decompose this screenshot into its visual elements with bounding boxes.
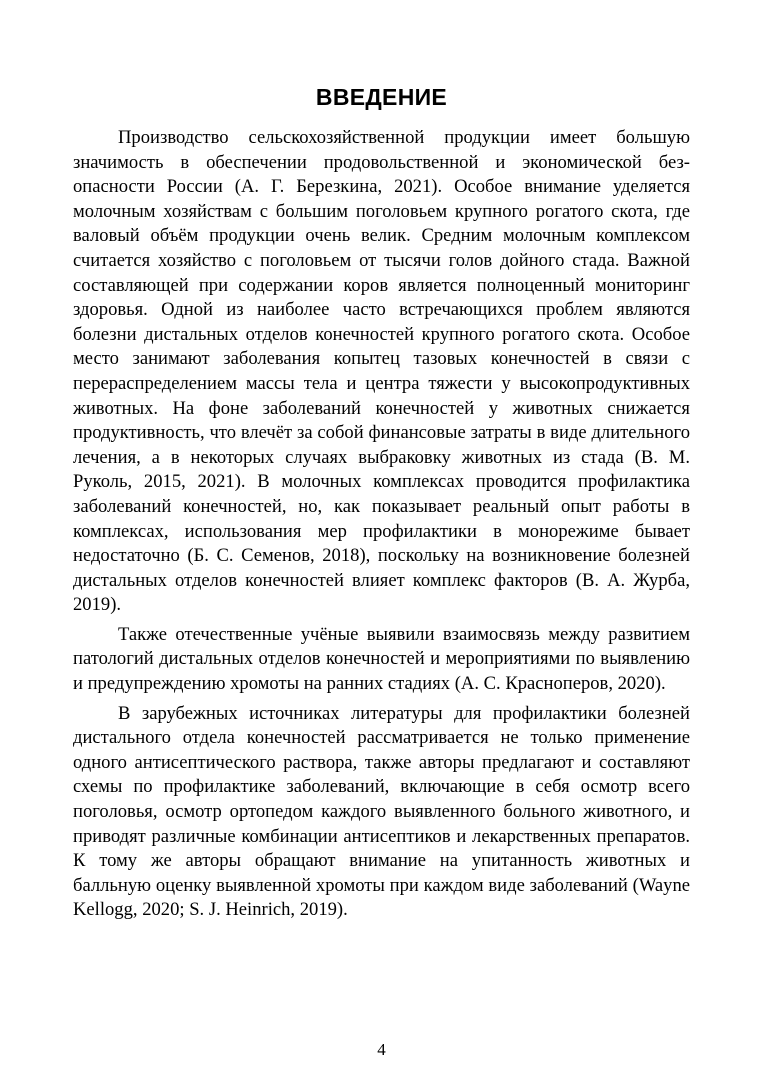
page-title: ВВЕДЕНИЕ (315, 84, 448, 110)
paragraph-3: В зарубежных источниках литературы для профилактики болезней дистального отдела конечностей рассматривается не только применение одного антисептического раствора, также авторы предлагают и составляют схемы по профилактике заболеваний, включающие в себя осмотр всего поголовья, осмотр ортопедом каждого выявленного больного животного, и приводят различные комбинации антисептиков и лекарственных препаратов. К тому же авторы обращают внимание на упитанность животных и балльную оценку выявленной хромоты при каждом виде заболеваний (Wayne Kellogg, 2020; S. J. Heinrich, 2019). (73, 702, 690, 921)
body-text (73, 126, 690, 928)
paragraph-2: Также отечественные учёные выявили взаимосвязь между развитием патологий дистальных отделов конечностей и мероприятиями по выявлению и предупреждению хромоты на ранних стадиях (А. С. Красноперов, 2020). (73, 623, 690, 695)
page-number: 4 (377, 1040, 386, 1059)
paragraph-1: Производство сельскохозяйственной продукции имеет большую значимость в обеспечении продовольственной и экономической безопасности России (А. Г. Березкина, 2021). Особое внимание уделяется молочным хозяйствам с большим поголовьем крупного рогатого скота, где валовый объём продукции очень велик. Средним молочным комплексом считается хозяйство с поголовьем от тысячи голов дойного стада. Важной составляющей при содержании коров является полноценный мониторинг здоровья. Одной из наиболее часто встречающихся проблем являются болезни дистальных отделов конечностей крупного рогатого скота. Особое место занимают заболевания копытец тазовых конечностей в связи с перераспределением массы тела и центра тяжести у высокопродуктивных животных. На фоне заболеваний конечностей у животных снижается продуктивность, что влечёт за собой финансовые затраты в виде длительного лечения, а в некоторых случаях выбраковку животных из стада (В. М. Руколь, 2015, 2021). В молочных комплексах проводится профилактика заболеваний конечностей, но, как показывает реальный опыт работы в комплексах, использования мер профилактики в монорежиме бывает недостаточно (Б. С. Семенов, 2018), поскольку на возникновение болезней дистальных отделов конечностей влияет комплекс факторов (В. А. Журба, 2019). (73, 127, 690, 616)
